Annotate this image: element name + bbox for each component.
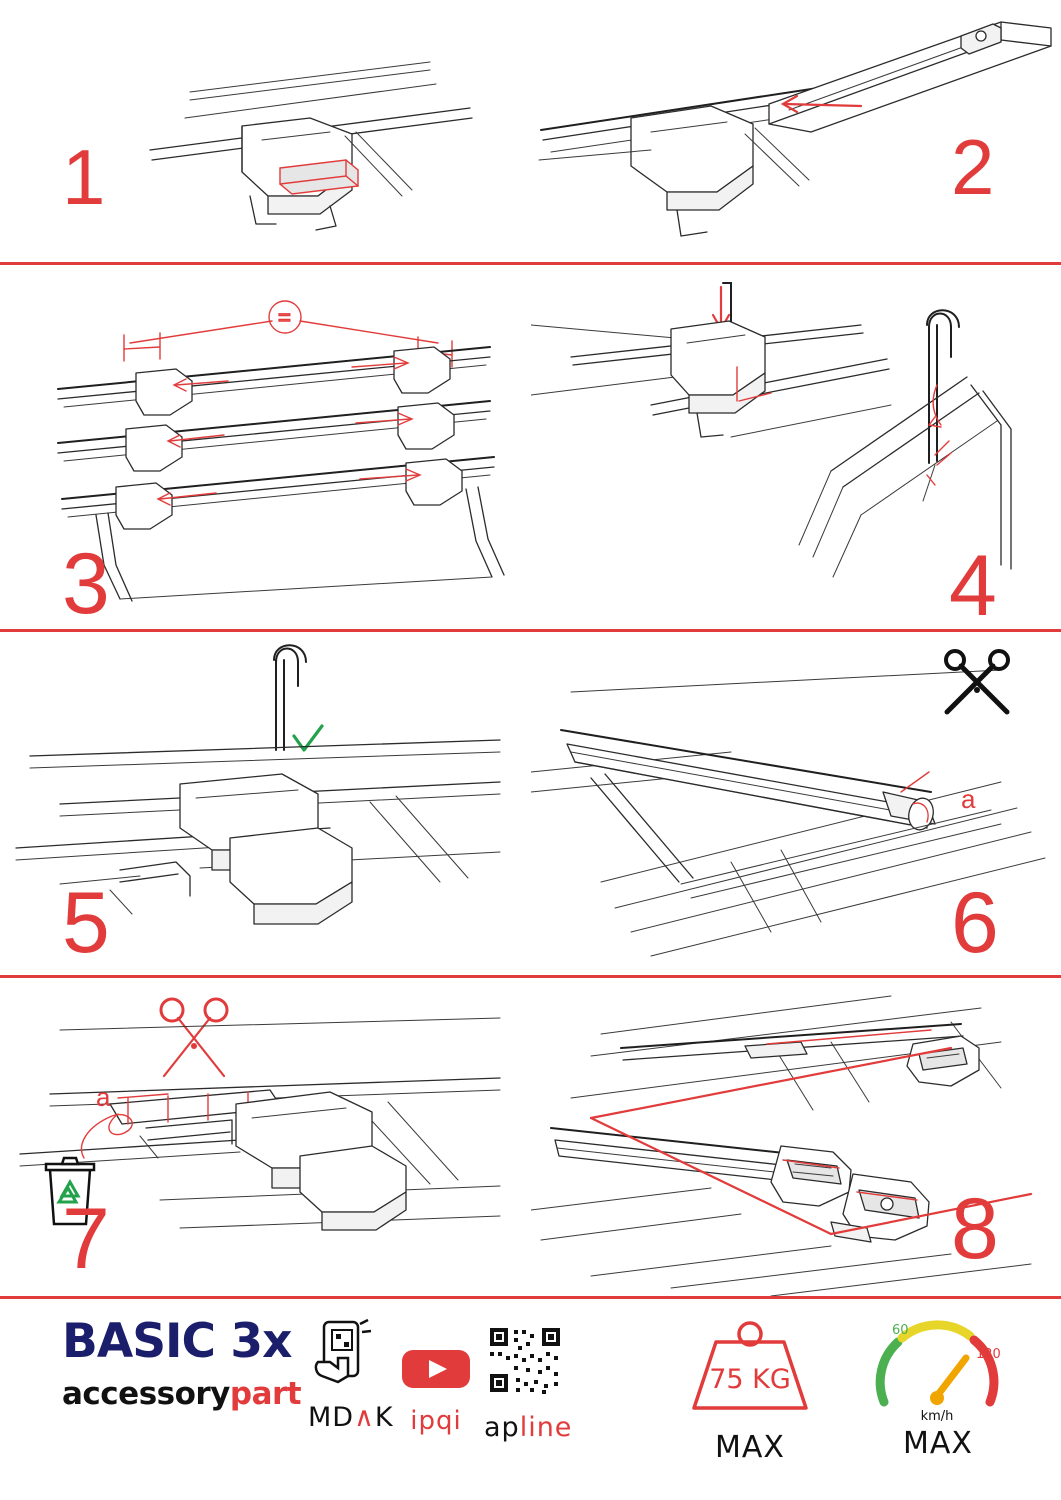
step-7-number: 7	[62, 1191, 110, 1287]
weight-icon	[660, 1312, 840, 1424]
step-5-panel	[0, 632, 530, 975]
youtube-icon	[400, 1344, 472, 1394]
apline-label: apline	[484, 1412, 573, 1443]
step-5-number: 5	[62, 875, 110, 971]
row-divider-4	[0, 1296, 1061, 1299]
step-2-panel	[531, 0, 1061, 262]
qr-scan-hand-logo	[308, 1318, 394, 1433]
max-speed-caption: MAX	[903, 1426, 973, 1461]
step-8-number: 8	[951, 1181, 999, 1277]
qr-scan-hand-icon	[308, 1318, 378, 1402]
step-6-number: 6	[951, 875, 999, 971]
footer-bar	[0, 1300, 1061, 1500]
qr-code	[484, 1324, 568, 1400]
speedometer-icon	[858, 1308, 1018, 1424]
brand-basic-suffix: x	[262, 1314, 292, 1369]
max-load-value: 75 KG	[709, 1364, 791, 1395]
step-1-number: 1	[62, 133, 106, 221]
max-load-caption: MAX	[715, 1430, 785, 1465]
youtube-logo	[400, 1344, 472, 1436]
step-8-panel	[531, 978, 1061, 1296]
brand-accessory-text: accessory	[62, 1376, 230, 1412]
label-a-step6: a	[961, 784, 976, 814]
step-1-panel	[0, 0, 530, 262]
speed-max-tick: 120	[976, 1347, 1001, 1362]
brand-basic	[62, 1314, 302, 1369]
max-load-block	[660, 1312, 840, 1465]
brand-accessorypart	[62, 1376, 302, 1412]
brand-block	[62, 1314, 302, 1412]
brand-part-text: part	[229, 1376, 302, 1412]
speed-unit: km/h	[920, 1409, 954, 1424]
qr-code-logo	[484, 1324, 573, 1443]
label-a-step7: a	[96, 1082, 111, 1112]
step-7-panel	[0, 978, 530, 1296]
step-4-panel	[531, 265, 1061, 629]
max-speed-block	[858, 1308, 1018, 1461]
ipqi-label: ipqi	[410, 1406, 462, 1436]
step-2-number: 2	[951, 123, 995, 211]
speed-min-tick: 60	[892, 1323, 909, 1338]
step-6-panel	[531, 632, 1061, 975]
step-3-panel	[0, 265, 530, 629]
brand-basic-text: BASIC 3	[62, 1314, 263, 1369]
mdak-label: MD∧K	[308, 1402, 394, 1433]
svg-text:=: =	[278, 305, 291, 330]
step-4-number: 4	[949, 538, 997, 629]
step-3-number: 3	[62, 536, 110, 629]
